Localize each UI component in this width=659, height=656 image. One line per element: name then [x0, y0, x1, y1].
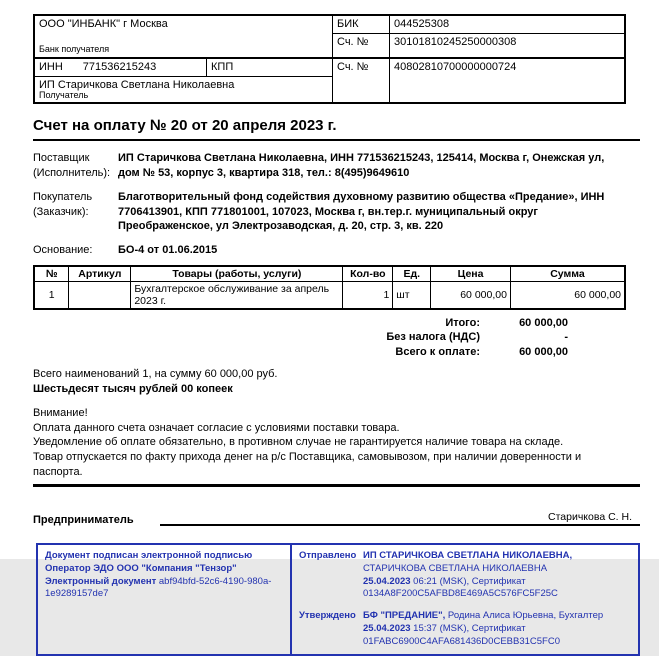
summary-count-line: Всего наименований 1, на сумму 60 000,00 руб.: [33, 367, 278, 380]
summary-words-line: Шестьдесят тысяч рублей 00 копеек: [33, 382, 233, 395]
inn-label: ИНН: [39, 61, 63, 73]
items-table: [33, 265, 626, 310]
notice-line-3: Уведомление об оплате обязательно, в противном случае не гарантируется наличие товара на складе.: [33, 436, 564, 449]
inn-cell: [35, 59, 207, 77]
stamp-document-line: [45, 576, 283, 602]
buyer-label-line2: (Заказчик):: [33, 205, 89, 218]
signature-name: Старичкова С. Н.: [548, 510, 632, 523]
inn-value: 771536215243: [82, 61, 157, 73]
stamp-sent-party-rest: СТАРИЧКОВА СВЕТЛАНА НИКОЛАЕВНА: [363, 562, 548, 574]
stamp-sent-row: [299, 550, 631, 601]
total-row-nds: [33, 330, 568, 344]
cell-sum: 60 000,00: [510, 282, 625, 310]
stamp-sent-party-bold: ИП СТАРИЧКОВА СВЕТЛАНА НИКОЛАЕВНА,: [363, 549, 573, 561]
title-divider: [33, 139, 640, 141]
signature-line: [160, 511, 640, 526]
bik-value: 044525308: [390, 16, 624, 34]
kpp-label: КПП: [207, 59, 333, 77]
bank-label: Банк получателя: [39, 44, 110, 55]
stamp-approved-date-rest: 15:37 (MSK), Сертификат 01FABC6900C4AFA681436D0CEBB31C5FC0: [363, 622, 560, 647]
stamp-sent-content: [363, 550, 631, 601]
supplier-label-line2: (Исполнитель):: [33, 166, 111, 179]
nds-label: Без налога (НДС): [386, 331, 480, 344]
stamp-approved-content: [363, 610, 631, 648]
header-qty: Кол-во: [343, 266, 393, 282]
stamp-sent-party: [363, 550, 631, 576]
supplier-block: [33, 151, 659, 180]
header-sum: Сумма: [510, 266, 625, 282]
stamp-approved-date: [363, 623, 631, 649]
stamp-document-id: abf94bfd-52c6-4190-980a-1e9289157de7: [45, 575, 272, 600]
account-value: 40802810700000000724: [394, 61, 517, 73]
cell-goods: Бухгалтерское обслуживание за апрель 2023 г.: [131, 282, 343, 310]
buyer-text-line1: Благотворительный фонд содействия духовному развитию общества «Предание», ИНН: [118, 191, 605, 204]
signature-row: [33, 511, 640, 526]
buyer-label-line1: Покупатель: [33, 191, 93, 204]
cell-qty: 1: [343, 282, 393, 310]
nds-value: -: [564, 331, 568, 344]
total-row-itogo: [33, 316, 568, 330]
supplier-text: [118, 151, 626, 180]
notice-line-5: паспорта.: [33, 466, 83, 479]
buyer-text-line3: Преображенское, ул Электрозаводская, д. 20, стр. 3, кв. 220: [118, 220, 444, 233]
vsego-label: Всего к оплате:: [395, 345, 480, 358]
bank-name: ООО "ИНБАНК" г Москва: [39, 18, 168, 30]
total-value: 60 000,00: [519, 317, 568, 330]
page-title: Счет на оплату № 20 от 20 апреля 2023 г.: [33, 117, 337, 134]
recipient-cell: [35, 77, 333, 102]
stamp-document-label: Электронный документ: [45, 575, 157, 587]
supplier-text-line2: дом № 53, корпус 3, квартира 318, тел.: 8(495)9649610: [118, 166, 410, 179]
stamp-sent-date: [363, 576, 631, 602]
signature-label: Предприниматель: [33, 513, 134, 526]
vsego-value: 60 000,00: [519, 345, 568, 358]
stamp-approved-date-bold: 25.04.2023: [363, 622, 411, 634]
stamp-approved-label: Утверждено: [299, 610, 356, 622]
header-article: Артикул: [69, 266, 131, 282]
stamp-sent-date-rest: 06:21 (MSK), Сертификат 0134A8F200C5AFBD8E469A5C576FC5F25C: [363, 575, 558, 600]
bank-requisites-table: [33, 14, 626, 104]
basis-value: БО-4 от 01.06.2015: [118, 243, 218, 256]
basis-block: [33, 243, 659, 258]
cell-price: 60 000,00: [431, 282, 511, 310]
notice-line-1: Внимание!: [33, 406, 88, 419]
account-label: Сч. №: [333, 59, 390, 102]
recipient-label: Получатель: [39, 90, 89, 101]
stamp-sent-date-bold: 25.04.2023: [363, 575, 411, 587]
stamp-operator-line: Оператор ЭДО ООО "Компания "Тензор": [45, 562, 237, 574]
stamp-right-panel: [292, 545, 638, 654]
buyer-label: [33, 190, 118, 234]
cell-num: 1: [34, 282, 69, 310]
supplier-label-line1: Поставщик: [33, 152, 90, 164]
bottom-divider: [33, 484, 640, 487]
buyer-text: [118, 190, 626, 234]
notice-block: [33, 406, 633, 480]
header-unit: Ед.: [393, 266, 431, 282]
corr-account-label: Сч. №: [333, 34, 390, 59]
notice-line-2: Оплата данного счета означает согласие с условиями поставки товара.: [33, 421, 400, 434]
total-label: Итого:: [445, 317, 480, 330]
cell-unit: шт: [393, 282, 431, 310]
stamp-signed-line: Документ подписан электронной подписью: [45, 549, 253, 561]
header-num: №: [34, 266, 69, 282]
stamp-approved-party-bold: БФ "ПРЕДАНИЕ",: [363, 610, 446, 622]
supplier-text-line1: ИП Старичкова Светлана Николаевна, ИНН 771536215243, 125414, Москва г, Онежская ул,: [118, 152, 605, 164]
total-row-vsego: [33, 345, 568, 359]
stamp-approved-party: [363, 610, 631, 623]
header-price: Цена: [431, 266, 511, 282]
notice-line-4: Товар отпускается по факту прихода денег на р/с Поставщика, самовывозом, при наличии доверенности и: [33, 451, 582, 464]
corr-account-value: 30101810245250000308: [390, 34, 624, 59]
totals-block: [33, 316, 568, 359]
bank-cell: [35, 16, 333, 59]
stamp-left-panel: [38, 545, 292, 654]
stamp-approved-party-rest: Родина Алиса Юрьевна, Бухгалтер: [445, 610, 604, 622]
buyer-block: [33, 190, 659, 234]
cell-article: [69, 282, 131, 310]
stamp-sent-label: Отправлено: [299, 549, 357, 561]
summary-block: [33, 367, 659, 397]
bik-label: БИК: [333, 16, 390, 34]
basis-label: Основание:: [33, 243, 93, 256]
stamp-approved-row: [299, 610, 631, 648]
items-header-row: [34, 266, 625, 282]
header-goods: Товары (работы, услуги): [131, 266, 343, 282]
e-signature-stamp: [36, 543, 640, 656]
table-row: [34, 282, 625, 310]
recipient-name: ИП Старичкова Светлана Николаевна: [39, 79, 235, 91]
supplier-label: [33, 151, 118, 180]
buyer-text-line2: 7706413901, КПП 771801001, 107023, Москва г, вн.тер.г. муниципальный округ: [118, 205, 538, 218]
